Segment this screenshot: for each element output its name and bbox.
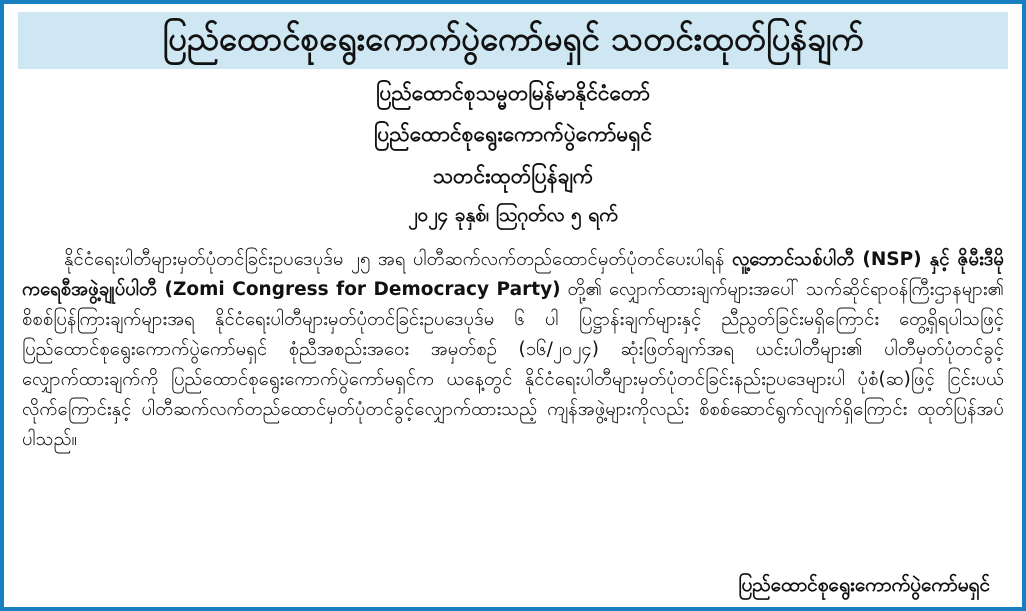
document-inner	[4, 4, 1022, 607]
document-banner	[18, 12, 1008, 69]
body-segment-2-bold: လူ့ဘောင်သစ်ပါတီ (NSP) နှင့် ဇိုမီးဒီမိုကရေစီအဖွဲ့ချုပ်ပါတီ (Zomi Congress for Democracy Party)	[22, 248, 1004, 300]
heading-commission: ပြည်ထောင်စုရွေးကောက်ပွဲကော်မရှင်	[373, 122, 653, 147]
signature: ပြည်ထောင်စုရွေးကောက်ပွဲကော်မရှင်	[738, 574, 990, 596]
date-line: ၂၀၂၄ ခုနှစ်၊ သြဂုတ်လ ၅ ရက်	[408, 203, 618, 226]
body-segment-3: တို့၏ လျှောက်ထားချက်များအပေါ် သက်ဆိုင်ရာဝန်ကြီးဌာနများ၏ စိစစ်ပြန်ကြားချက်များအရ နိုင်ငံရေးပါတီများမှတ်ပုံတင်ခြင်းဥပဒေပုဒ်မ ၆ ပါ ပြဋ္ဌာန်းချက်များနှင့် ညီညွတ်ခြင်းမရှိကြောင်း တွေ့ရှိရပါသဖြင့် ပြည်ထောင်စုရွေးကောက်ပွဲကော်မရှင် စုံညီအစည်းအဝေး အမှတ်စဉ် (၁၆/၂၀၂၄) ဆုံးဖြတ်ချက်အရ ယင်းပါတီများ၏ ပါတီမှတ်ပုံတင်ခွင့်လျှောက်ထားချက်ကို ပြည်ထောင်စုရွေးကောက်ပွဲကော်မရှင်က ယနေ့တွင် နိုင်ငံရေးပါတီများမှတ်ပုံတင်ခြင်းနည်းဥပဒေများပါ ပုံစံ(ဆ)ဖြင့် ငြင်းပယ်လိုက်ကြောင်းနှင့် ပါတီဆက်လက်တည်ထောင်မှတ်ပုံတင်ခွင့်လျှောက်ထားသည့် ကျန်အဖွဲ့များကိုလည်း စိစစ်ဆောင်ရွက်လျက်ရှိကြောင်း ထုတ်ပြန်အပ်ပါသည်။	[22, 278, 1004, 450]
spacer	[18, 455, 1008, 557]
heading-country: ပြည်ထောင်စုသမ္မတမြန်မာနိုင်ငံတော်	[375, 81, 650, 106]
heading-press-release: သတင်းထုတ်ပြန်ချက်	[432, 163, 594, 188]
body-paragraph	[18, 245, 1008, 455]
page-title: ပြည်ထောင်စုရွေးကောက်ပွဲကော်မရှင် သတင်းထုတ်ပြန်ချက်	[162, 19, 864, 58]
body-segment-1: နိုင်ငံရေးပါတီများမှတ်ပုံတင်ခြင်းဥပဒေပုဒ်မ ၂၅ အရ ပါတီဆက်လက်တည်ထောင်မှတ်ပုံတင်ပေးပါရန်	[64, 248, 732, 270]
heading-block	[18, 81, 1008, 203]
